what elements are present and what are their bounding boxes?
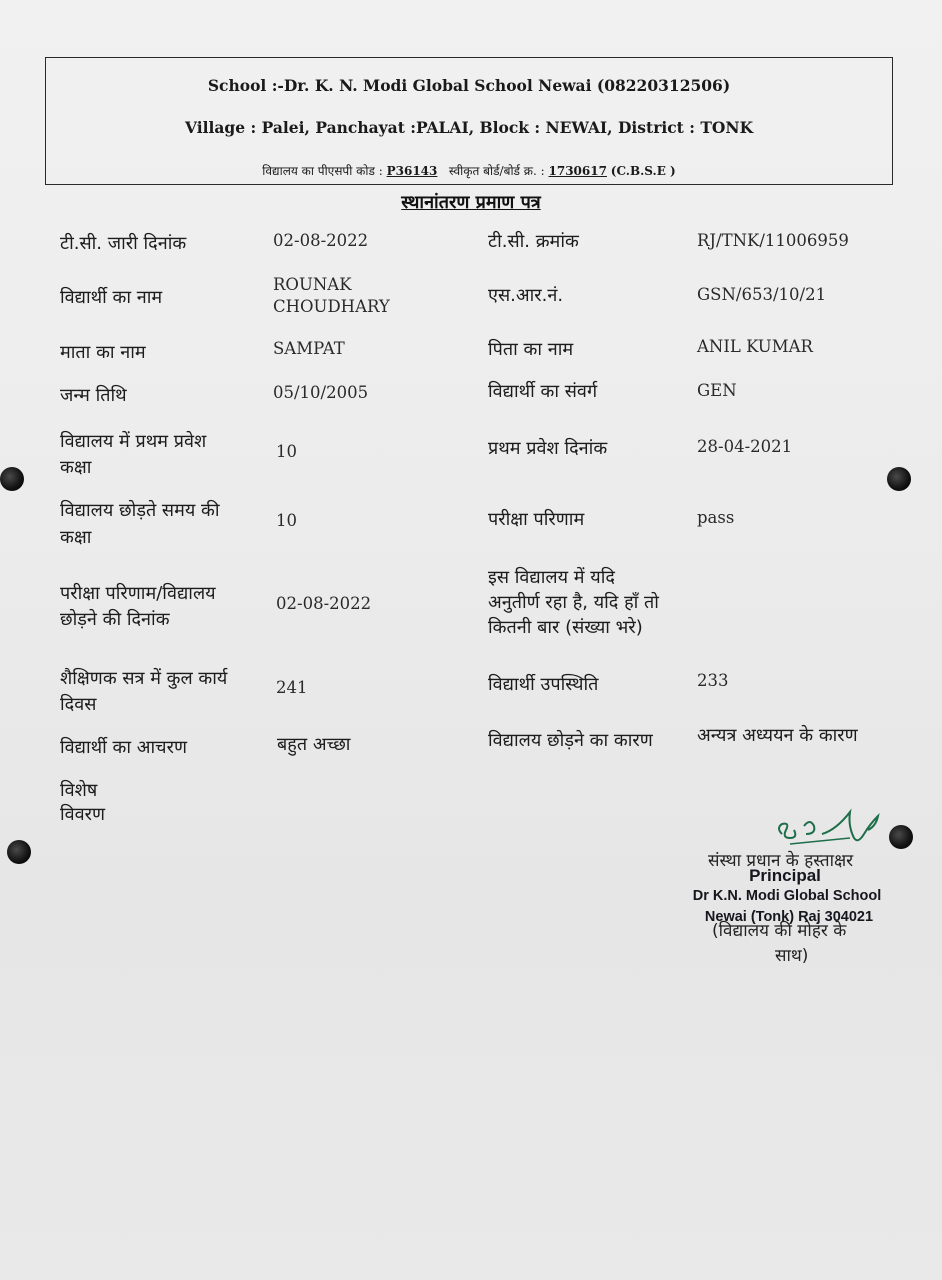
sr-no-value: GSN/653/10/21 xyxy=(697,285,827,304)
student-name-line-1: ROUNAK xyxy=(273,275,352,294)
remarks-label-2: विवरण xyxy=(60,804,106,825)
first-admission-class-value: 10 xyxy=(276,442,297,461)
failed-count-label-3: कितनी बार (संख्या भरे) xyxy=(488,617,643,638)
father-name-value: ANIL KUMAR xyxy=(697,337,813,356)
punch-hole-icon xyxy=(7,840,31,864)
seal-label-1: (विद्यालय की मोहर के xyxy=(712,921,847,941)
certificate-title: स्थानांतरण प्रमाण पत्र xyxy=(401,192,541,213)
school-address-line: Village : Palei, Panchayat :PALAI, Block : NEWAI, District : TONK xyxy=(184,118,754,137)
board-code-label: स्वीकृत बोर्ड/बोर्ड क्र. : xyxy=(448,164,545,178)
result-leaving-date-label-1: परीक्षा परिणाम/विद्यालय xyxy=(60,583,216,604)
tc-issue-date-label: टी.सी. जारी दिनांक xyxy=(60,233,187,254)
leaving-class-label-1: विद्यालय छोड़ते समय की xyxy=(60,500,220,521)
stamp-school-address: Newai (Tonk) Raj 304021 xyxy=(704,909,874,925)
mother-name-value: SAMPAT xyxy=(273,339,345,358)
psp-code-label: विद्यालय का पीएसपी कोड : xyxy=(262,164,383,178)
leaving-class-label-2: कक्षा xyxy=(60,527,92,548)
leaving-class-value: 10 xyxy=(276,511,297,530)
tc-number-value: RJ/TNK/11006959 xyxy=(697,231,849,250)
student-name-label: विद्यार्थी का नाम xyxy=(60,287,163,308)
category-label: विद्यार्थी का संवर्ग xyxy=(488,381,598,402)
attendance-label: विद्यार्थी उपस्थिति xyxy=(488,674,599,695)
first-admission-class-label-1: विद्यालय में प्रथम प्रवेश xyxy=(60,431,207,452)
stamp-principal: Principal xyxy=(749,866,821,885)
stamp-school-name: Dr K.N. Modi Global School xyxy=(692,888,882,904)
father-name-label: पिता का नाम xyxy=(488,339,574,360)
attendance-value: 233 xyxy=(697,671,729,690)
working-days-label-1: शैक्षिणक सत्र में कुल कार्य xyxy=(60,668,228,689)
head-sign-label: संस्था प्रधान के हस्ताक्षर xyxy=(708,851,854,871)
dob-value: 05/10/2005 xyxy=(273,383,369,402)
dob-label: जन्म तिथि xyxy=(60,385,127,406)
first-admission-class-label-2: कक्षा xyxy=(60,457,92,478)
school-header-box xyxy=(45,57,893,185)
remarks-label-1: विशेष xyxy=(60,780,98,801)
failed-count-label-2: अनुतीर्ण रहा है, यदि हाँ तो xyxy=(488,592,659,613)
category-value: GEN xyxy=(697,381,737,400)
exam-result-value: pass xyxy=(697,508,735,527)
first-admission-date-value: 28-04-2021 xyxy=(697,437,793,456)
punch-hole-icon xyxy=(889,825,913,849)
first-admission-date-label: प्रथम प्रवेश दिनांक xyxy=(488,438,608,459)
psp-code: P36143 xyxy=(386,164,438,178)
leaving-reason-label: विद्यालय छोड़ने का कारण xyxy=(488,730,653,751)
mother-name-label: माता का नाम xyxy=(60,342,146,363)
conduct-value: बहुत अच्छा xyxy=(277,734,351,755)
punch-hole-icon xyxy=(0,467,24,491)
school-name-line: School :-Dr. K. N. Modi Global School Newai (08220312506) xyxy=(207,76,731,95)
exam-result-label: परीक्षा परिणाम xyxy=(488,509,585,530)
working-days-value: 241 xyxy=(276,678,308,697)
student-name-line-2: CHOUDHARY xyxy=(273,297,390,316)
tc-number-label: टी.सी. क्रमांक xyxy=(488,231,579,252)
leaving-reason-value: अन्यत्र अध्ययन के कारण xyxy=(697,725,858,746)
result-leaving-date-label-2: छोड़ने की दिनांक xyxy=(60,609,170,630)
result-leaving-date-value: 02-08-2022 xyxy=(276,594,372,613)
school-codes-line xyxy=(46,162,892,179)
board-code: 1730617 xyxy=(548,164,607,178)
tc-issue-date-value: 02-08-2022 xyxy=(273,231,369,250)
failed-count-label-1: इस विद्यालय में यदि xyxy=(488,567,615,588)
board-name: (C.B.S.E ) xyxy=(610,164,676,178)
punch-hole-icon xyxy=(887,467,911,491)
seal-label-2: साथ) xyxy=(775,946,809,966)
sr-no-label: एस.आर.नं. xyxy=(488,285,564,306)
working-days-label-2: दिवस xyxy=(60,694,97,715)
principal-signature-icon xyxy=(760,804,890,854)
conduct-label: विद्यार्थी का आचरण xyxy=(60,737,187,758)
